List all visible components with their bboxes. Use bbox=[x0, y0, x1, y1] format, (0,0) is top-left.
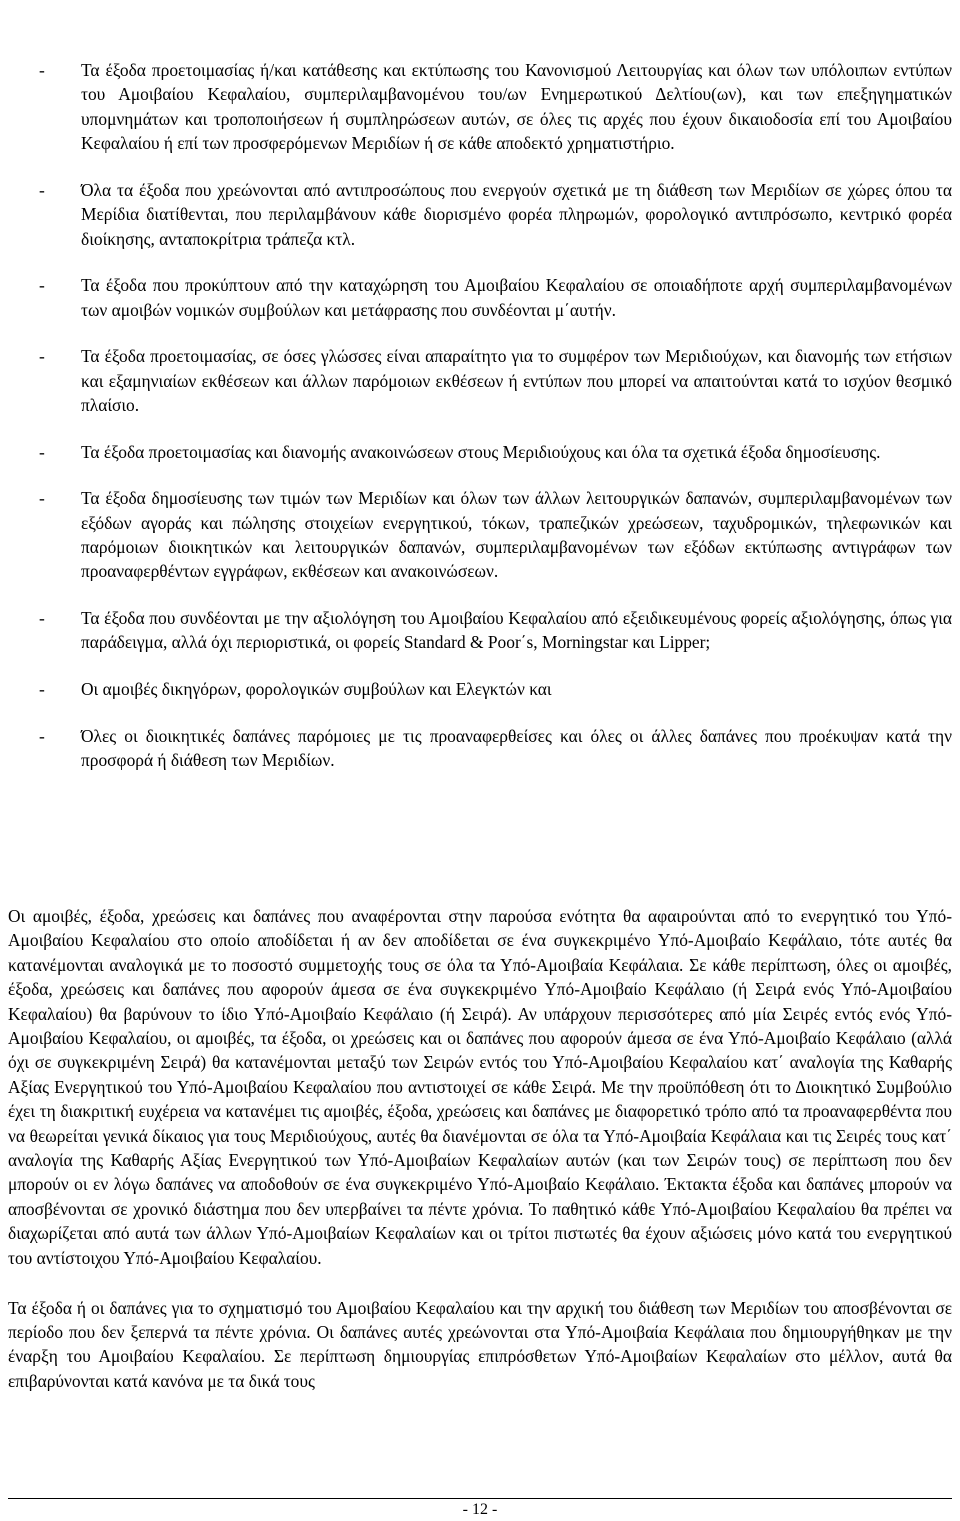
bullet-item bbox=[0, 344, 960, 417]
bullet-text: Όλες οι διοικητικές δαπάνες παρόμοιες με τις προαναφερθείσες και όλες οι άλλες δαπάνες που προέκυψαν κατά την προσφορά ή διάθεση των Μεριδίων. bbox=[81, 725, 952, 771]
bullet-dash: - bbox=[39, 488, 45, 509]
bullet-text: Τα έξοδα προετοιμασίας, σε όσες γλώσσες είναι απαραίτητο για το συμφέρον των Μεριδιούχων, και διανομής των ετήσιων και εξαμηνιαίων εκθέσεων και άλλων παρόμοιων εκθέσεων ή εντύπων που μπορεί να απαιτούνται κατά το ισχύον θεσμικό πλαίσιο. bbox=[81, 346, 952, 416]
bullet-text: Τα έξοδα προετοιμασίας ή/και κατάθεσης και εκτύπωσης του Κανονισμού Λειτουργίας και όλων των υπόλοιπων εντύπων του Αμοιβαίου Κεφαλαίου, συμπεριλαμβανομένου του/ων Ενημερωτικού Δελτίου(ων), και των επεξηγηματικών υπομνημάτων και τροποποιήσεων ή συμπληρώσεων αυτών, σε όλες τις αρχές που έχουν δικαιοδοσία επί του Αμοιβαίου Κεφαλαίου ή επί των προσφερόμενων Μεριδίων ή σε κάθε αποδεκτό χρηματιστήριο. bbox=[81, 60, 952, 154]
bullet-dash: - bbox=[39, 725, 45, 746]
bullet-text: Τα έξοδα προετοιμασίας και διανομής ανακοινώσεων στους Μεριδιούχους και όλα τα σχετικά έξοδα δημοσίευσης. bbox=[81, 441, 881, 462]
bullet-dash: - bbox=[39, 346, 45, 367]
expense-bullet-list bbox=[0, 58, 960, 795]
bullet-dash: - bbox=[39, 179, 45, 200]
bullet-text: Τα έξοδα που συνδέονται με την αξιολόγηση του Αμοιβαίου Κεφαλαίου από εξειδικευμένους φορείς αξιολόγησης, όπως για παράδειγμα, αλλά όχι περιοριστικά, οι φορείς Standard & Poor΄s, Morningstar και Lipper; bbox=[81, 608, 952, 653]
bullet-item bbox=[0, 58, 960, 156]
bullet-text: Όλα τα έξοδα που χρεώνονται από αντιπροσώπους που ενεργούν σχετικά με τη διάθεση των Μεριδίων σε χώρες όπου τα Μερίδια διατίθενται, που περιλαμβάνουν κάθε διορισμένο φορέα πληρωμών, φορολογικό αντιπρόσωπο, κεντρικό φορέα διοίκησης, ανταποκρίτρια τράπεζα κτλ. bbox=[81, 179, 952, 249]
paragraph-expense-allocation: Οι αμοιβές, έξοδα, χρεώσεις και δαπάνες που αναφέρονται στην παρούσα ενότητα θα αφαιρούνται από το ενεργητικό του Υπό-Αμοιβαίου Κεφαλαίου στο οποίο αποδίδεται ή αν δεν αποδίδεται σε ένα συγκεκριμένο Υπό-Αμοιβαίο Κεφάλαιο, τότε αυτές θα κατανέμονται αναλογικά με το ποσοστό συμμετοχής τους σε όλα τα Υπό-Αμοιβαία Κεφάλαια. Σε κάθε περίπτωση, όλες οι αμοιβές, έξοδα, χρεώσεις και δαπάνες που αφορούν άμεσα σε ένα συγκεκριμένο Υπό-Αμοιβαίο Κεφάλαιο (ή Σειρά ενός Υπό-Αμοιβαίου Κεφαλαίου) θα βαρύνουν το ίδιο Υπό-Αμοιβαίο Κεφάλαιο (ή Σειρά). Αν υπάρχουν περισσότερες από μία Σειρές εντός ενός Υπό-Αμοιβαίου Κεφαλαίου, οι αμοιβές, τα έξοδα, οι χρεώσεις και οι δαπάνες που αφορούν άμεσα σε ένα Υπό-Αμοιβαίο Κεφάλαιο (αλλά όχι σε συγκεκριμένη Σειρά) θα κατανέμονται μεταξύ των Σειρών εντός του Υπό-Αμοιβαίου Κεφαλαίου κατ΄ αναλογία της Καθαρής Αξίας Ενεργητικού του Υπό-Αμοιβαίου Κεφαλαίου που αντιστοιχεί σε κάθε Σειρά. Με την προϋπόθεση ότι το Διοικητικό Συμβούλιο έχει τη διακριτική ευχέρεια να κατανέμει τις αμοιβές, έξοδα, χρεώσεις και δαπάνες με διαφορετικό τρόπο από τα προαναφερθέντα που να θεωρείται γενικά δίκαιος για τους Μεριδιούχους, αυτές θα διανέμονται σε όλα τα Υπό-Αμοιβαία Κεφάλαια και τις Σειρές τους κατ΄ αναλογία της Καθαρής Αξίας Ενεργητικού των Υπό-Αμοιβαίων Κεφαλαίων αυτών (και των Σειρών τους) σε περίπτωση που δεν μπορούν οι εν λόγω δαπάνες να αποδοθούν σε ένα συγκεκριμένο Υπό-Αμοιβαίο Κεφάλαιο. Έκτακτα έξοδα και δαπάνες μπορούν να αποσβένονται σε χρονικό διάστημα που δεν υπερβαίνει τα πέντε χρόνια. Το παθητικό κάθε Υπό-Αμοιβαίου Κεφαλαίου θα πρέπει να διαχωρίζεται από αυτά των άλλων Υπό-Αμοιβαίων Κεφαλαίων και οι τρίτοι πιστωτές θα έχουν αξιώσεις μόνο κατά του ενεργητικού του αντίστοιχου Υπό-Αμοιβαίου Κεφαλαίου. bbox=[8, 906, 952, 1268]
bullet-dash: - bbox=[39, 441, 45, 462]
bullet-text: Τα έξοδα που προκύπτουν από την καταχώρηση του Αμοιβαίου Κεφαλαίου σε οποιαδήποτε αρχή συμπεριλαμβανομένων των αμοιβών νομικών συμβούλων και μετάφρασης που συνδέονται μ΄αυτήν. bbox=[81, 275, 952, 320]
bullet-dash: - bbox=[39, 679, 45, 700]
bullet-item bbox=[0, 273, 960, 322]
page-number: - 12 - bbox=[462, 1501, 498, 1518]
bullet-item bbox=[0, 178, 960, 251]
bullet-item bbox=[0, 677, 960, 701]
bullet-dash: - bbox=[39, 60, 45, 80]
bullet-text: Οι αμοιβές δικηγόρων, φορολογικών συμβούλων και Ελεγκτών και bbox=[81, 679, 552, 700]
bullet-item bbox=[0, 606, 960, 655]
paragraph-formation-costs: Τα έξοδα ή οι δαπάνες για το σχηματισμό του Αμοιβαίου Κεφαλαίου και την αρχική του διάθεση των Μεριδίων του αποσβένονται σε περίοδο που δεν ξεπερνά τα πέντε χρόνια. Οι δαπάνες αυτές χρεώνονται στα Υπό-Αμοιβαία Κεφάλαια που δημιουργήθηκαν με την έναρξη του Αμοιβαίου Κεφαλαίου. Σε περίπτωση δημιουργίας επιπρόσθετων Υπό-Αμοιβαίων Κεφαλαίων στο μέλλον, αυτά θα επιβαρύνονται κατά κανόνα με τα δικά τους bbox=[8, 1297, 952, 1391]
body-paragraphs bbox=[0, 904, 960, 1419]
bullet-item bbox=[0, 440, 960, 464]
bullet-dash: - bbox=[39, 275, 45, 296]
bullet-dash: - bbox=[39, 608, 45, 629]
bullet-item bbox=[0, 486, 960, 584]
bullet-text: Τα έξοδα δημοσίευσης των τιμών των Μεριδίων και όλων των άλλων λειτουργικών δαπανών, συμπεριλαμβανομένων των εξόδων αγοράς και πώλησης στοιχείων ενεργητικού, τόκων, τραπεζικών χρεώσεων, ταχυδρομικών, τηλεφωνικών και παρόμοιων διοικητικών και λειτουργικών δαπανών, συμπεριλαμβανομένων των εξόδων εκτύπωσης αντιγράφων των προαναφερθέντων εγγράφων, εκθέσεων και ανακοινώσεων. bbox=[81, 488, 952, 582]
footer-divider bbox=[8, 1498, 952, 1499]
bullet-item bbox=[0, 724, 960, 773]
